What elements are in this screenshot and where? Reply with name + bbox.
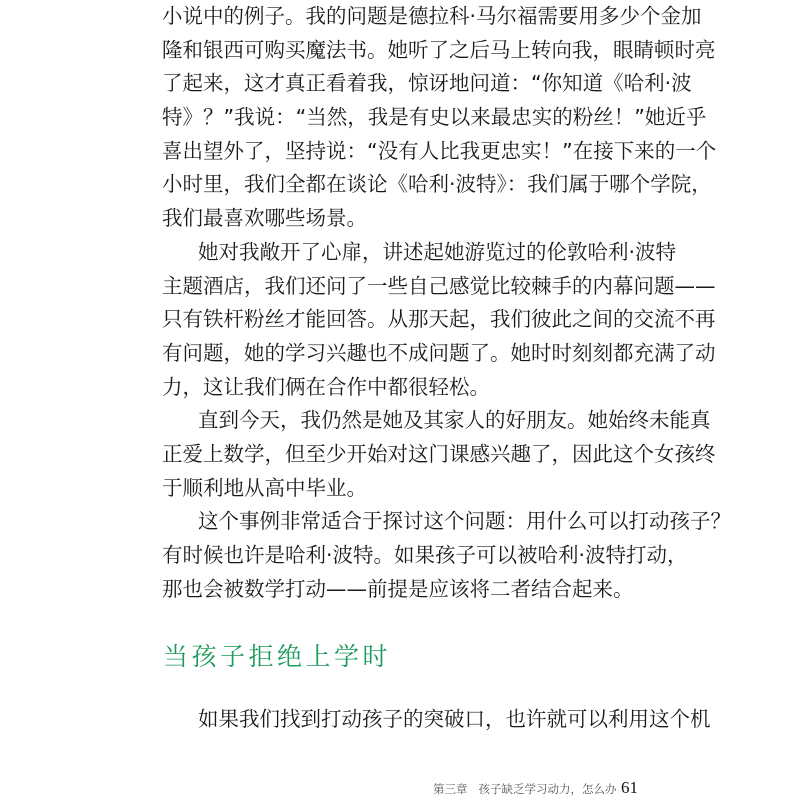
- text-line: 主题酒店，我们还问了一些自己感觉比较棘手的内幕问题——: [162, 273, 716, 298]
- text-line: 特》？”我说：“当然，我是有史以来最忠实的粉丝！”她近乎: [162, 105, 707, 130]
- text-line: 力，这让我们俩在合作中都很轻松。: [162, 374, 490, 399]
- paragraph: [162, 404, 716, 505]
- text-line: 隆和银西可购买魔法书。她听了之后马上转向我，眼睛顿时亮: [162, 37, 716, 62]
- page-number: 61: [621, 778, 638, 797]
- paragraph: [162, 0, 717, 236]
- text-line: 我们最喜欢哪些场景。: [162, 206, 367, 231]
- paragraph: [162, 505, 731, 606]
- text-line: 有问题，她的学习兴趣也不成问题了。她时时刻刻都充满了动: [162, 340, 716, 365]
- text-line: 如果我们找到打动孩子的突破口，也许就可以利用这个机: [198, 707, 711, 731]
- text-line: 小时里，我们全都在谈论《哈利·波特》：我们属于哪个学院，: [162, 172, 712, 197]
- text-line: 有时候也许是哈利·波特。如果孩子可以被哈利·波特打动，: [162, 543, 688, 567]
- text-line: 正爱上数学，但至少开始对这门课感兴趣了，因此这个女孩终: [162, 441, 716, 466]
- text-line: 那也会被数学打动——前提是应该将二者结合起来。: [162, 576, 634, 601]
- text-line: 喜出望外了，坚持说：“没有人比我更忠实！”在接下来的一个: [162, 138, 717, 163]
- text-line: 这个事例非常适合于探讨这个问题：用什么可以打动孩子？: [198, 509, 731, 534]
- text-line: 只有铁杆粉丝才能回答。从那天起，我们彼此之间的交流不再: [162, 307, 716, 332]
- text-line: 了起来，这才真正看着我，惊讶地问道：“你知道《哈利·波: [162, 71, 692, 96]
- section-heading: 当孩子拒绝上学时: [163, 642, 392, 671]
- text-line: 她对我敞开了心扉，讲述起她游览过的伦敦哈利·波特: [198, 239, 677, 264]
- text-line: 直到今天，我仍然是她及其家人的好朋友。她始终未能真: [198, 408, 711, 433]
- body-text: [162, 0, 731, 606]
- running-footer-chapter: 第三章 孩子缺乏学习动力，怎么办: [433, 782, 617, 796]
- paragraph: [162, 236, 716, 404]
- text-line: 于顺利地从高中毕业。: [162, 475, 367, 500]
- text-line: 小说中的例子。我的问题是德拉科·马尔福需要用多少个金加: [162, 4, 702, 28]
- paragraph: [162, 703, 711, 737]
